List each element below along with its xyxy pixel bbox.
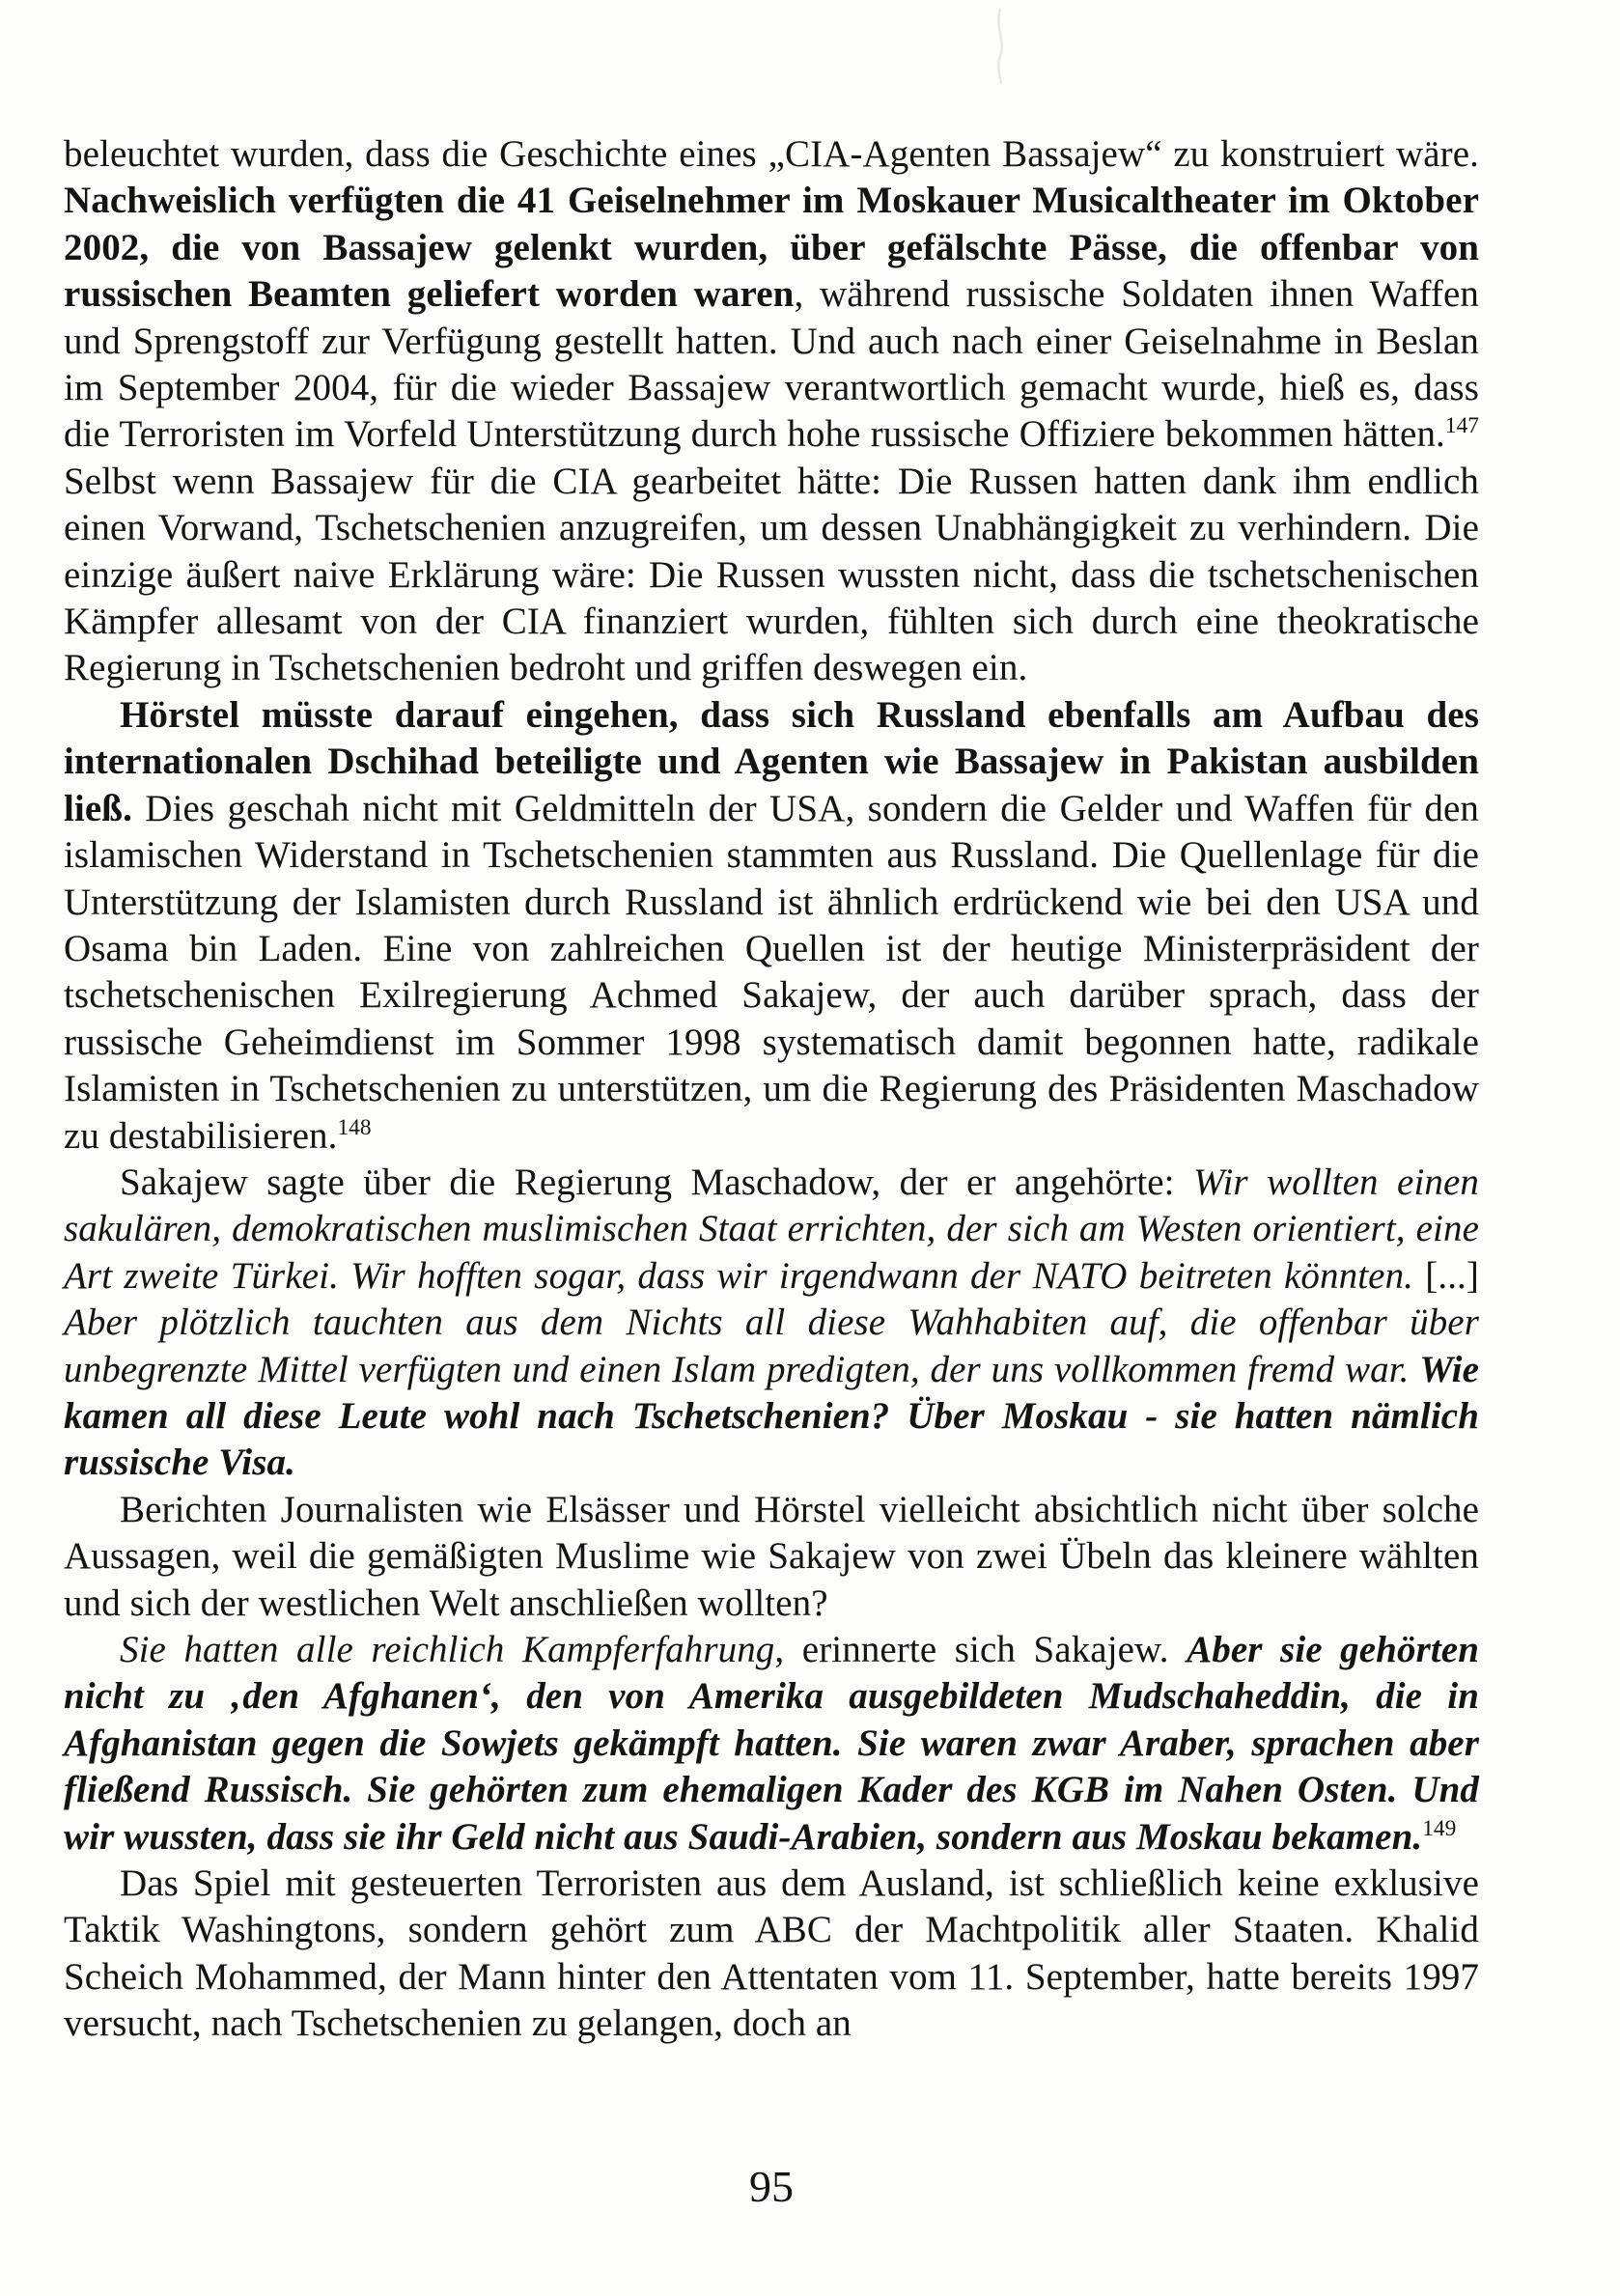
text-run: Wie kamen all diese Leute wohl nach Tschetschenien? Über Moskau - sie hatten nämlich russische Visa. xyxy=(64,1348,1479,1484)
text-block xyxy=(64,131,1479,2048)
paragraph xyxy=(64,1160,1479,1487)
text-run: Selbst wenn Bassajew für die CIA gearbeitet hätte: Die Russen hatten dank ihm endlich einen Vorwand, Tschetschenien anzugreifen, um dessen Unabhängigkeit zu verhindern. Die einzige äußert naive Erklärung wäre: Die Russen wussten nicht, dass die tschetschenischen Kämpfer allesamt von der CIA finanziert wurden, fühlten sich durch eine theokratische Regierung in Tschetschenien bedroht und griffen deswegen ein. xyxy=(64,460,1479,689)
text-run: Wir wollten einen sakulären, demokratischen muslimischen Staat errichten, der sich am Westen orientiert, eine Art zweite Türkei. Wir hofften sogar, dass wir irgendwann der NATO beitreten könnten. xyxy=(64,1161,1479,1297)
text-run: , während russische Soldaten ihnen Waffen und Sprengstoff zur Verfügung gestellt hatten. Und auch nach einer Geiselnahme in Beslan im September 2004, für die wieder Bassajew verantwortlich gemacht wurde, hieß es, dass die Terroristen im Vorfeld Unterstützung durch hohe russische Offiziere bekommen hätten. xyxy=(64,273,1479,456)
paragraph xyxy=(64,692,1479,1160)
text-run: Aber plötzlich tauchten aus dem Nichts all diese Wahhabiten auf, die offenbar über unbegrenzte Mittel verfügten und einen Islam predigten, der uns vollkommen fremd war. xyxy=(64,1302,1479,1390)
text-run: Dies geschah nicht mit Geldmitteln der USA, sondern die Gelder und Waffen für den islamischen Widerstand in Tschetschenien stammten aus Russland. Die Quellenlage für die Unterstützung der Islamisten durch Russland ist ähnlich erdrückend wie bei den USA und Osama bin Laden. Eine von zahlreichen Quellen ist der heutige Ministerpräsident der tschetschenischen Exilregierung Achmed Sakajew, der auch darüber sprach, dass der russische Geheimdienst im Sommer 1998 systematisch damit begonnen hatte, radikale Islamisten in Tschetschenien zu unterstützen, um die Regierung des Präsidenten Maschadow zu destabilisieren. xyxy=(64,787,1479,1157)
text-run: Sie hatten alle reichlich Kampferfahrung xyxy=(120,1629,775,1670)
paragraph xyxy=(64,1861,1479,2048)
footnote-ref: 148 xyxy=(337,1114,372,1140)
text-run: Hörstel müsste darauf eingehen, dass sich Russland ebenfalls am Aufbau des internationalen Dschihad beteiligte und Agenten wie Bassajew in Pakistan ausbilden ließ. xyxy=(64,693,1479,829)
scan-artifact xyxy=(987,8,1016,85)
text-run: Berichten Journalisten wie Elsässer und Hörstel vielleicht absichtlich nicht über solche Aussagen, weil die gemäßigten Muslime wie Sakajew von zwei Übeln das kleinere wählten und sich der westlichen Welt anschließen wollten? xyxy=(64,1488,1479,1624)
text-run: Sakajew sagte über die Regierung Maschadow, der er angehörte: xyxy=(120,1161,1194,1203)
paragraph xyxy=(64,1627,1479,1861)
text-run: Aber sie gehörten nicht zu ‚den Afghanen‘, den von Amerika ausgebildeten Mudschaheddin, die in Afghanistan gegen die Sowjets gekämpft hatten. Sie waren zwar Araber, sprachen aber fließend Russisch. Sie gehörten zum ehemaligen Kader des KGB im Nahen Osten. Und wir wussten, dass sie ihr Geld nicht aus Saudi-Arabien, sondern aus Moskau bekamen. xyxy=(64,1629,1479,1858)
paragraph xyxy=(64,1487,1479,1627)
footnote-ref: 149 xyxy=(1422,1815,1457,1841)
paragraph xyxy=(64,131,1479,692)
footnote-ref: 147 xyxy=(1444,413,1479,439)
text-run: [...] xyxy=(1425,1254,1479,1297)
text-run: Nachweislich verfügten die 41 Geiselnehmer im Moskauer Musicaltheater im Oktober 2002, die von Bassajew gelenkt wurden, über gefälschte Pässe, die offenbar von russischen Beamten geliefert worden waren xyxy=(64,180,1479,316)
text-run: Das Spiel mit gesteuerten Terroristen aus dem Ausland, ist schließlich keine exklusive Taktik Washingtons, sondern gehört zum ABC der Machtpolitik aller Staaten. Khalid Scheich Mohammed, der Mann hinter den Attentaten vom 11. September, hatte bereits 1997 versucht, nach Tschetschenien zu gelangen, doch an xyxy=(64,1862,1479,2045)
text-run: beleuchtet wurden, dass die Geschichte eines „CIA-Agenten Bassajew“ zu konstruiert wäre. xyxy=(64,133,1479,175)
page-number: 95 xyxy=(749,2162,794,2211)
text-run: , erinnerte sich Sakajew. xyxy=(774,1629,1187,1670)
